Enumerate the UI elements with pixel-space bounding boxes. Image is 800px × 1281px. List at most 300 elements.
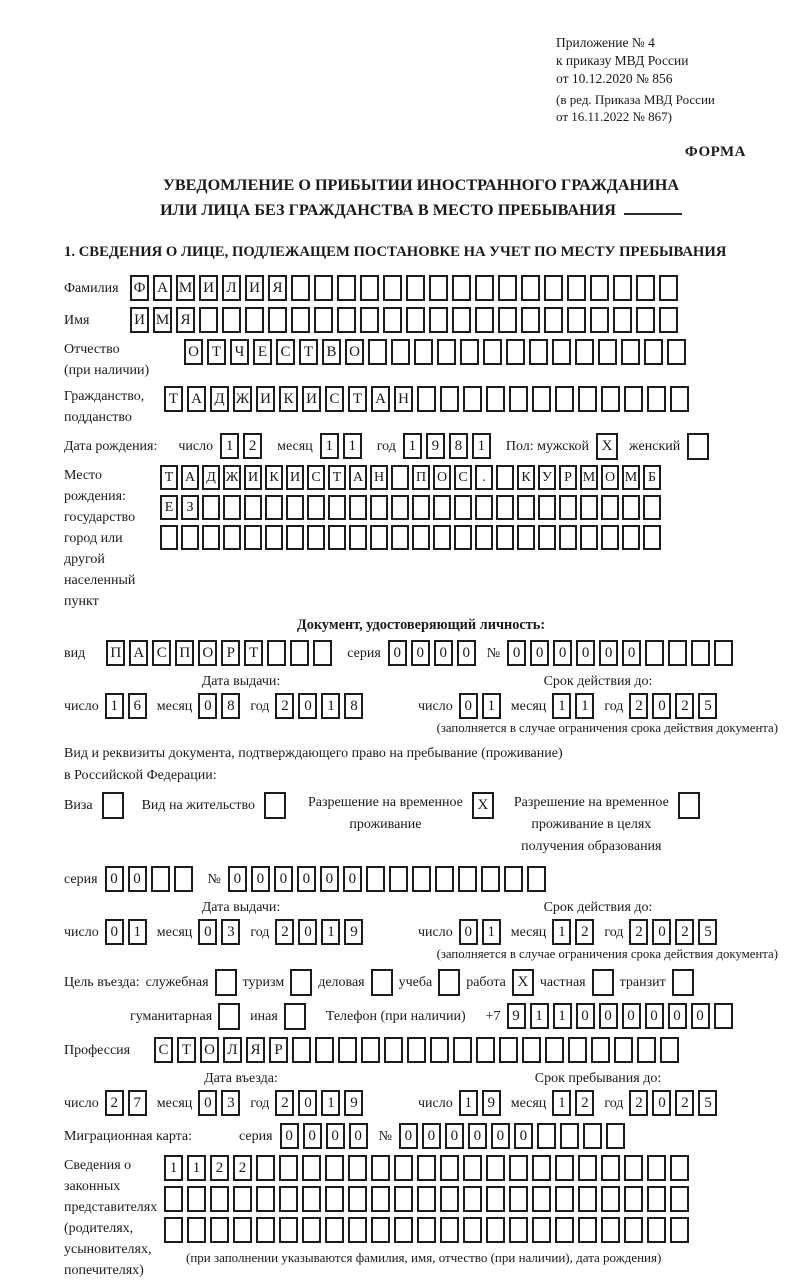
char-box[interactable]: И bbox=[256, 386, 275, 412]
char-box[interactable] bbox=[714, 640, 733, 666]
char-box[interactable]: 0 bbox=[280, 1123, 299, 1149]
char-box[interactable] bbox=[348, 1217, 367, 1243]
char-box[interactable]: 0 bbox=[599, 1003, 618, 1029]
char-box[interactable] bbox=[286, 495, 304, 520]
char-box[interactable]: 2 bbox=[629, 693, 648, 719]
char-box[interactable]: А bbox=[181, 465, 199, 490]
char-box[interactable] bbox=[559, 495, 577, 520]
char-box[interactable] bbox=[337, 307, 356, 333]
char-box[interactable] bbox=[498, 275, 517, 301]
char-box[interactable] bbox=[325, 1155, 344, 1181]
char-box[interactable] bbox=[394, 1186, 413, 1212]
char-box[interactable] bbox=[454, 495, 472, 520]
char-box[interactable]: И bbox=[245, 275, 264, 301]
char-box[interactable]: 1 bbox=[321, 1090, 340, 1116]
char-box[interactable] bbox=[509, 1155, 528, 1181]
char-box[interactable]: 0 bbox=[576, 1003, 595, 1029]
char-box[interactable]: Д bbox=[202, 465, 220, 490]
char-box[interactable] bbox=[453, 1037, 472, 1063]
char-box[interactable] bbox=[202, 495, 220, 520]
char-box[interactable] bbox=[164, 1186, 183, 1212]
char-box[interactable] bbox=[412, 866, 431, 892]
char-box[interactable]: О bbox=[345, 339, 364, 365]
char-box[interactable] bbox=[486, 1217, 505, 1243]
char-box[interactable]: 1 bbox=[105, 693, 124, 719]
char-box[interactable] bbox=[670, 1155, 689, 1181]
char-box[interactable]: 0 bbox=[298, 693, 317, 719]
char-box[interactable]: 1 bbox=[164, 1155, 183, 1181]
char-box[interactable]: М bbox=[176, 275, 195, 301]
char-box[interactable]: Я bbox=[246, 1037, 265, 1063]
char-box[interactable] bbox=[660, 1037, 679, 1063]
checkbox-purpose-transit[interactable] bbox=[672, 969, 694, 996]
char-box[interactable] bbox=[435, 866, 454, 892]
char-box[interactable]: В bbox=[322, 339, 341, 365]
char-box[interactable] bbox=[454, 525, 472, 550]
char-box[interactable] bbox=[517, 495, 535, 520]
char-box[interactable]: К bbox=[517, 465, 535, 490]
char-box[interactable] bbox=[668, 640, 687, 666]
char-box[interactable]: 1 bbox=[552, 693, 571, 719]
char-box[interactable] bbox=[591, 1037, 610, 1063]
char-box[interactable] bbox=[476, 1037, 495, 1063]
char-box[interactable] bbox=[268, 307, 287, 333]
char-box[interactable] bbox=[475, 307, 494, 333]
char-box[interactable] bbox=[714, 1003, 733, 1029]
char-box[interactable] bbox=[417, 386, 436, 412]
char-box[interactable] bbox=[313, 640, 332, 666]
char-box[interactable]: П bbox=[412, 465, 430, 490]
char-box[interactable] bbox=[560, 1123, 579, 1149]
char-box[interactable] bbox=[279, 1155, 298, 1181]
char-box[interactable] bbox=[430, 1037, 449, 1063]
char-box[interactable] bbox=[601, 495, 619, 520]
checkbox-purpose-official[interactable] bbox=[215, 969, 237, 996]
char-box[interactable]: 1 bbox=[482, 693, 501, 719]
char-box[interactable] bbox=[498, 307, 517, 333]
char-box[interactable]: А bbox=[153, 275, 172, 301]
char-box[interactable] bbox=[222, 307, 241, 333]
char-box[interactable]: Ч bbox=[230, 339, 249, 365]
char-box[interactable] bbox=[463, 1155, 482, 1181]
char-box[interactable]: 0 bbox=[491, 1123, 510, 1149]
char-box[interactable] bbox=[613, 307, 632, 333]
char-box[interactable] bbox=[578, 1217, 597, 1243]
char-box[interactable] bbox=[417, 1155, 436, 1181]
char-box[interactable] bbox=[302, 1217, 321, 1243]
char-box[interactable] bbox=[567, 275, 586, 301]
char-box[interactable] bbox=[406, 275, 425, 301]
char-box[interactable]: М bbox=[153, 307, 172, 333]
char-box[interactable] bbox=[256, 1186, 275, 1212]
char-box[interactable]: 1 bbox=[343, 433, 362, 459]
char-box[interactable]: 2 bbox=[105, 1090, 124, 1116]
char-box[interactable]: 2 bbox=[675, 693, 694, 719]
char-box[interactable] bbox=[601, 1186, 620, 1212]
char-box[interactable]: У bbox=[538, 465, 556, 490]
char-box[interactable]: Б bbox=[643, 465, 661, 490]
char-box[interactable] bbox=[555, 1217, 574, 1243]
char-box[interactable] bbox=[580, 495, 598, 520]
char-box[interactable] bbox=[578, 1186, 597, 1212]
char-box[interactable]: Н bbox=[370, 465, 388, 490]
char-box[interactable] bbox=[670, 1186, 689, 1212]
char-box[interactable] bbox=[233, 1217, 252, 1243]
char-box[interactable]: Р bbox=[559, 465, 577, 490]
char-box[interactable] bbox=[517, 525, 535, 550]
char-box[interactable]: 0 bbox=[105, 919, 124, 945]
char-box[interactable] bbox=[187, 1186, 206, 1212]
char-box[interactable] bbox=[555, 1155, 574, 1181]
char-box[interactable] bbox=[223, 525, 241, 550]
char-box[interactable]: 0 bbox=[228, 866, 247, 892]
char-box[interactable]: 0 bbox=[553, 640, 572, 666]
char-box[interactable] bbox=[394, 1155, 413, 1181]
checkbox-temp-residence-education[interactable] bbox=[678, 792, 700, 819]
char-box[interactable]: 0 bbox=[298, 1090, 317, 1116]
char-box[interactable] bbox=[368, 339, 387, 365]
char-box[interactable] bbox=[315, 1037, 334, 1063]
char-box[interactable]: 0 bbox=[668, 1003, 687, 1029]
char-box[interactable]: 0 bbox=[388, 640, 407, 666]
char-box[interactable] bbox=[544, 307, 563, 333]
char-box[interactable]: 0 bbox=[399, 1123, 418, 1149]
char-box[interactable]: 2 bbox=[275, 919, 294, 945]
char-box[interactable]: 8 bbox=[344, 693, 363, 719]
char-box[interactable] bbox=[606, 1123, 625, 1149]
char-box[interactable]: 0 bbox=[105, 866, 124, 892]
char-box[interactable] bbox=[279, 1217, 298, 1243]
char-box[interactable]: 1 bbox=[128, 919, 147, 945]
char-box[interactable]: 0 bbox=[530, 640, 549, 666]
char-box[interactable] bbox=[667, 339, 686, 365]
char-box[interactable] bbox=[537, 1123, 556, 1149]
char-box[interactable] bbox=[614, 1037, 633, 1063]
char-box[interactable] bbox=[601, 1217, 620, 1243]
char-box[interactable] bbox=[590, 275, 609, 301]
char-box[interactable]: Т bbox=[164, 386, 183, 412]
char-box[interactable] bbox=[414, 339, 433, 365]
char-box[interactable]: 0 bbox=[622, 1003, 641, 1029]
char-box[interactable] bbox=[391, 339, 410, 365]
char-box[interactable]: И bbox=[302, 386, 321, 412]
char-box[interactable]: 1 bbox=[552, 919, 571, 945]
char-box[interactable]: А bbox=[371, 386, 390, 412]
char-box[interactable]: 2 bbox=[243, 433, 262, 459]
char-box[interactable]: 3 bbox=[221, 919, 240, 945]
char-box[interactable] bbox=[223, 495, 241, 520]
char-box[interactable] bbox=[624, 1155, 643, 1181]
char-box[interactable]: 8 bbox=[449, 433, 468, 459]
char-box[interactable]: 1 bbox=[530, 1003, 549, 1029]
checkbox-purpose-study[interactable] bbox=[438, 969, 460, 996]
char-box[interactable]: 0 bbox=[198, 693, 217, 719]
char-box[interactable]: А bbox=[129, 640, 148, 666]
char-box[interactable]: 0 bbox=[274, 866, 293, 892]
char-box[interactable] bbox=[187, 1217, 206, 1243]
char-box[interactable] bbox=[578, 386, 597, 412]
char-box[interactable]: С bbox=[454, 465, 472, 490]
char-box[interactable] bbox=[624, 1186, 643, 1212]
char-box[interactable] bbox=[475, 495, 493, 520]
char-box[interactable] bbox=[370, 525, 388, 550]
char-box[interactable] bbox=[624, 1217, 643, 1243]
char-box[interactable] bbox=[394, 1217, 413, 1243]
char-box[interactable] bbox=[496, 525, 514, 550]
char-box[interactable] bbox=[643, 525, 661, 550]
char-box[interactable]: М bbox=[622, 465, 640, 490]
char-box[interactable]: 5 bbox=[698, 1090, 717, 1116]
char-box[interactable]: А bbox=[187, 386, 206, 412]
char-box[interactable]: 0 bbox=[434, 640, 453, 666]
char-box[interactable]: С bbox=[276, 339, 295, 365]
char-box[interactable] bbox=[532, 1217, 551, 1243]
char-box[interactable]: Д bbox=[210, 386, 229, 412]
char-box[interactable] bbox=[210, 1217, 229, 1243]
char-box[interactable] bbox=[463, 386, 482, 412]
char-box[interactable]: 6 bbox=[128, 693, 147, 719]
char-box[interactable] bbox=[647, 1217, 666, 1243]
checkbox-temp-residence[interactable]: X bbox=[472, 792, 494, 819]
char-box[interactable] bbox=[486, 386, 505, 412]
char-box[interactable]: 0 bbox=[298, 919, 317, 945]
char-box[interactable]: 2 bbox=[210, 1155, 229, 1181]
char-box[interactable] bbox=[164, 1217, 183, 1243]
char-box[interactable]: Л bbox=[222, 275, 241, 301]
char-box[interactable]: 0 bbox=[457, 640, 476, 666]
char-box[interactable]: И bbox=[244, 465, 262, 490]
char-box[interactable] bbox=[486, 1186, 505, 1212]
char-box[interactable]: 2 bbox=[233, 1155, 252, 1181]
char-box[interactable]: 1 bbox=[552, 1090, 571, 1116]
char-box[interactable]: 0 bbox=[198, 919, 217, 945]
char-box[interactable] bbox=[506, 339, 525, 365]
char-box[interactable]: 2 bbox=[629, 1090, 648, 1116]
char-box[interactable]: О bbox=[200, 1037, 219, 1063]
char-box[interactable] bbox=[636, 275, 655, 301]
char-box[interactable] bbox=[544, 275, 563, 301]
char-box[interactable] bbox=[691, 640, 710, 666]
char-box[interactable]: 2 bbox=[575, 1090, 594, 1116]
checkbox-purpose-business[interactable] bbox=[371, 969, 393, 996]
char-box[interactable] bbox=[538, 525, 556, 550]
char-box[interactable] bbox=[545, 1037, 564, 1063]
char-box[interactable]: 2 bbox=[575, 919, 594, 945]
char-box[interactable]: 0 bbox=[652, 919, 671, 945]
char-box[interactable]: 1 bbox=[187, 1155, 206, 1181]
char-box[interactable] bbox=[417, 1217, 436, 1243]
char-box[interactable] bbox=[256, 1155, 275, 1181]
char-box[interactable] bbox=[307, 525, 325, 550]
char-box[interactable] bbox=[481, 866, 500, 892]
char-box[interactable]: 2 bbox=[275, 1090, 294, 1116]
char-box[interactable]: Т bbox=[244, 640, 263, 666]
checkbox-purpose-other[interactable] bbox=[284, 1003, 306, 1030]
char-box[interactable] bbox=[486, 1155, 505, 1181]
char-box[interactable] bbox=[391, 495, 409, 520]
char-box[interactable] bbox=[349, 525, 367, 550]
char-box[interactable] bbox=[647, 1186, 666, 1212]
char-box[interactable]: 0 bbox=[320, 866, 339, 892]
char-box[interactable] bbox=[384, 1037, 403, 1063]
char-box[interactable]: 9 bbox=[344, 919, 363, 945]
char-box[interactable] bbox=[463, 1186, 482, 1212]
char-box[interactable]: 0 bbox=[251, 866, 270, 892]
char-box[interactable]: Т bbox=[328, 465, 346, 490]
char-box[interactable] bbox=[529, 339, 548, 365]
char-box[interactable] bbox=[328, 525, 346, 550]
char-box[interactable]: 1 bbox=[220, 433, 239, 459]
char-box[interactable] bbox=[244, 495, 262, 520]
char-box[interactable] bbox=[440, 1155, 459, 1181]
char-box[interactable]: Я bbox=[176, 307, 195, 333]
char-box[interactable]: 5 bbox=[698, 919, 717, 945]
char-box[interactable] bbox=[433, 525, 451, 550]
char-box[interactable] bbox=[532, 1186, 551, 1212]
char-box[interactable]: 0 bbox=[691, 1003, 710, 1029]
char-box[interactable] bbox=[624, 386, 643, 412]
char-box[interactable] bbox=[337, 275, 356, 301]
char-box[interactable] bbox=[559, 525, 577, 550]
char-box[interactable] bbox=[383, 275, 402, 301]
char-box[interactable]: Т bbox=[160, 465, 178, 490]
char-box[interactable] bbox=[644, 339, 663, 365]
char-box[interactable]: П bbox=[175, 640, 194, 666]
char-box[interactable]: 0 bbox=[652, 1090, 671, 1116]
char-box[interactable] bbox=[391, 465, 409, 490]
char-box[interactable]: И bbox=[199, 275, 218, 301]
char-box[interactable]: 0 bbox=[411, 640, 430, 666]
char-box[interactable] bbox=[670, 386, 689, 412]
char-box[interactable] bbox=[643, 495, 661, 520]
char-box[interactable] bbox=[622, 495, 640, 520]
char-box[interactable] bbox=[181, 525, 199, 550]
char-box[interactable] bbox=[532, 386, 551, 412]
char-box[interactable]: Р bbox=[269, 1037, 288, 1063]
char-box[interactable] bbox=[601, 1155, 620, 1181]
char-box[interactable] bbox=[370, 495, 388, 520]
char-box[interactable]: С bbox=[152, 640, 171, 666]
char-box[interactable] bbox=[496, 495, 514, 520]
char-box[interactable]: 1 bbox=[320, 433, 339, 459]
char-box[interactable]: . bbox=[475, 465, 493, 490]
char-box[interactable] bbox=[417, 1186, 436, 1212]
char-box[interactable]: Я bbox=[268, 275, 287, 301]
char-box[interactable] bbox=[391, 525, 409, 550]
char-box[interactable] bbox=[598, 339, 617, 365]
char-box[interactable] bbox=[483, 339, 502, 365]
char-box[interactable]: 8 bbox=[221, 693, 240, 719]
char-box[interactable]: 0 bbox=[326, 1123, 345, 1149]
char-box[interactable] bbox=[348, 1186, 367, 1212]
char-box[interactable] bbox=[302, 1186, 321, 1212]
char-box[interactable] bbox=[636, 307, 655, 333]
char-box[interactable] bbox=[151, 866, 170, 892]
char-box[interactable] bbox=[637, 1037, 656, 1063]
char-box[interactable] bbox=[580, 525, 598, 550]
char-box[interactable] bbox=[328, 495, 346, 520]
char-box[interactable] bbox=[245, 307, 264, 333]
char-box[interactable]: 0 bbox=[303, 1123, 322, 1149]
char-box[interactable]: С bbox=[307, 465, 325, 490]
char-box[interactable] bbox=[590, 307, 609, 333]
checkbox-residence-permit[interactable] bbox=[264, 792, 286, 819]
char-box[interactable]: Р bbox=[221, 640, 240, 666]
checkbox-purpose-private[interactable] bbox=[592, 969, 614, 996]
char-box[interactable]: 1 bbox=[575, 693, 594, 719]
char-box[interactable] bbox=[265, 495, 283, 520]
char-box[interactable]: 0 bbox=[514, 1123, 533, 1149]
char-box[interactable] bbox=[583, 1123, 602, 1149]
char-box[interactable] bbox=[509, 1217, 528, 1243]
char-box[interactable]: А bbox=[349, 465, 367, 490]
char-box[interactable]: 9 bbox=[344, 1090, 363, 1116]
char-box[interactable] bbox=[371, 1186, 390, 1212]
char-box[interactable]: 0 bbox=[507, 640, 526, 666]
char-box[interactable]: К bbox=[265, 465, 283, 490]
char-box[interactable] bbox=[412, 525, 430, 550]
char-box[interactable]: С bbox=[154, 1037, 173, 1063]
char-box[interactable] bbox=[360, 275, 379, 301]
checkbox-purpose-work[interactable]: X bbox=[512, 969, 534, 996]
char-box[interactable]: З bbox=[181, 495, 199, 520]
char-box[interactable]: С bbox=[325, 386, 344, 412]
char-box[interactable]: 1 bbox=[459, 1090, 478, 1116]
char-box[interactable] bbox=[429, 275, 448, 301]
char-box[interactable] bbox=[452, 307, 471, 333]
char-box[interactable]: 0 bbox=[459, 919, 478, 945]
char-box[interactable]: 1 bbox=[482, 919, 501, 945]
char-box[interactable]: Ж bbox=[223, 465, 241, 490]
char-box[interactable] bbox=[463, 1217, 482, 1243]
char-box[interactable] bbox=[440, 1186, 459, 1212]
char-box[interactable] bbox=[389, 866, 408, 892]
char-box[interactable] bbox=[292, 1037, 311, 1063]
char-box[interactable] bbox=[575, 339, 594, 365]
char-box[interactable] bbox=[437, 339, 456, 365]
char-box[interactable] bbox=[407, 1037, 426, 1063]
char-box[interactable] bbox=[307, 495, 325, 520]
char-box[interactable] bbox=[256, 1217, 275, 1243]
char-box[interactable] bbox=[647, 1155, 666, 1181]
char-box[interactable]: Л bbox=[223, 1037, 242, 1063]
char-box[interactable]: О bbox=[433, 465, 451, 490]
char-box[interactable] bbox=[338, 1037, 357, 1063]
char-box[interactable] bbox=[244, 525, 262, 550]
char-box[interactable] bbox=[160, 525, 178, 550]
char-box[interactable] bbox=[371, 1217, 390, 1243]
char-box[interactable] bbox=[361, 1037, 380, 1063]
char-box[interactable]: Н bbox=[394, 386, 413, 412]
char-box[interactable]: Т bbox=[348, 386, 367, 412]
char-box[interactable]: 0 bbox=[459, 693, 478, 719]
char-box[interactable]: 1 bbox=[321, 693, 340, 719]
char-box[interactable] bbox=[286, 525, 304, 550]
char-box[interactable] bbox=[645, 640, 664, 666]
char-box[interactable]: Ф bbox=[130, 275, 149, 301]
char-box[interactable] bbox=[659, 307, 678, 333]
checkbox-sex-male[interactable]: X bbox=[596, 433, 618, 460]
char-box[interactable] bbox=[279, 1186, 298, 1212]
char-box[interactable]: 0 bbox=[599, 640, 618, 666]
char-box[interactable] bbox=[552, 339, 571, 365]
char-box[interactable] bbox=[659, 275, 678, 301]
char-box[interactable] bbox=[433, 495, 451, 520]
char-box[interactable]: О bbox=[601, 465, 619, 490]
char-box[interactable] bbox=[509, 386, 528, 412]
char-box[interactable] bbox=[613, 275, 632, 301]
char-box[interactable]: 9 bbox=[482, 1090, 501, 1116]
